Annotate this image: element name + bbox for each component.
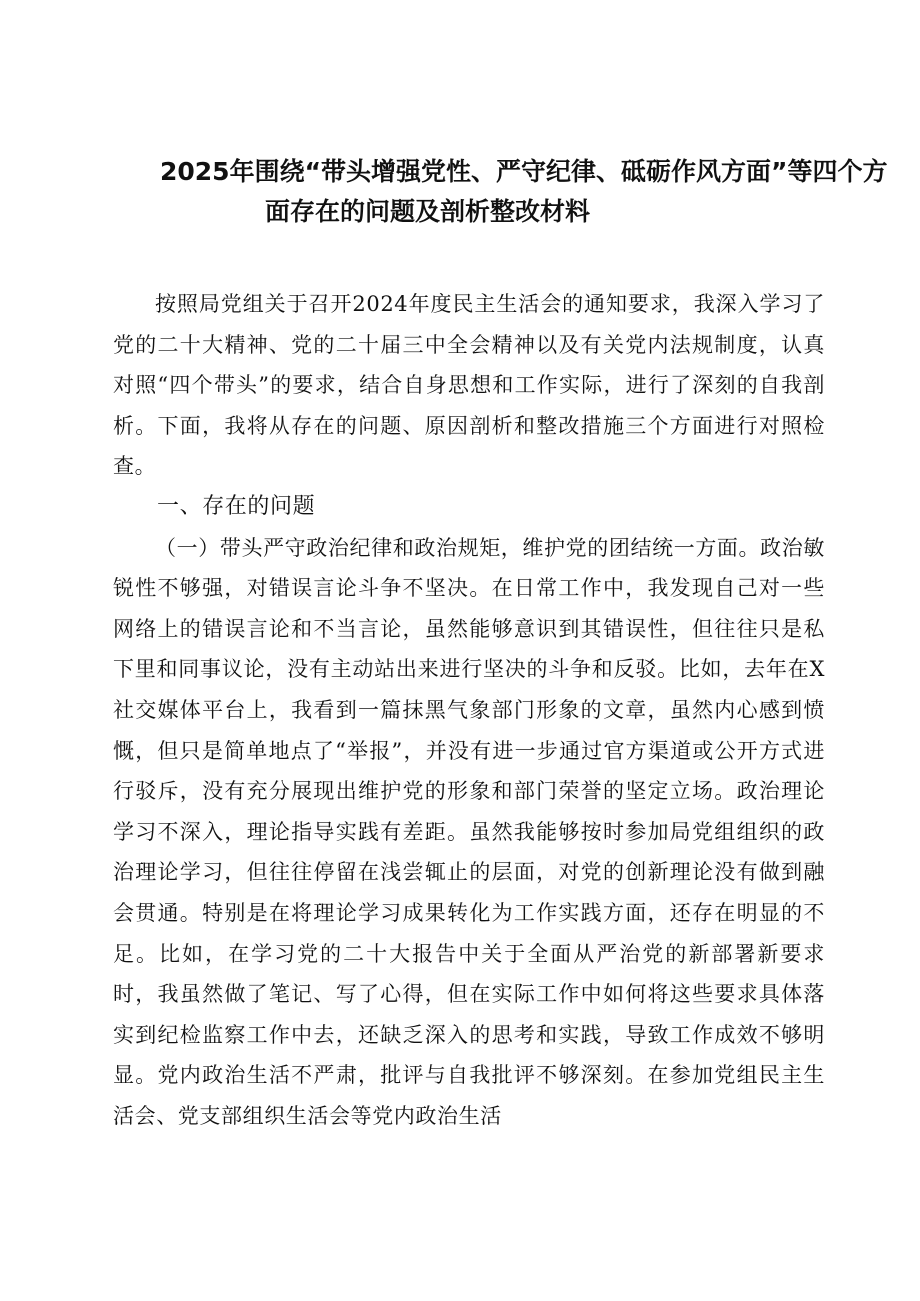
- title-line-1: 2025年围绕“带头增强党性、严守纪律、砥砺作风方面”等四个方: [160, 157, 888, 186]
- intro-paragraph: 按照局党组关于召开2024年度民主生活会的通知要求，我深入学习了党的二十大精神、党的二十届三中全会精神以及有关党内法规制度，认真对照“四个带头”的要求，结合自身思想和工作实际，进行了深刻的自我剖析。下面，我将从存在的问题、原因剖析和整改措施三个方面进行对照检查。: [113, 292, 825, 479]
- document-title: [160, 152, 888, 232]
- section-paragraph: （一）带头严守政治纪律和政治规矩，维护党的团结统一方面。政治敏锐性不够强，对错误言论斗争不坚决。在日常工作中，我发现自己对一些网络上的错误言论和不当言论，虽然能够意识到其错误性，但往往只是私下里和同事议论，没有主动站出来进行坚决的斗争和反驳。比如，去年在X社交媒体平台上，我看到一篇抹黑气象部门形象的文章，虽然内心感到愤慨，但只是简单地点了“举报”，并没有进一步通过官方渠道或公开方式进行驳斥，没有充分展现出维护党的形象和部门荣誉的坚定立场。政治理论学习不深入，理论指导实践有差距。虽然我能够按时参加局党组组织的政治理论学习，但往往停留在浅尝辄止的层面，对党的创新理论没有做到融会贯通。特别是在将理论学习成果转化为工作实践方面，还存在明显的不足。比如，在学习党的二十大报告中关于全面从严治党的新部署新要求时，我虽然做了笔记、写了心得，但在实际工作中如何将这些要求具体落实到纪检监察工作中去，还缺乏深入的思考和实践，导致工作成效不够明显。党内政治生活不严肃，批评与自我批评不够深刻。在参加党组民主生活会、党支部组织生活会等党内政治生活: [113, 535, 825, 1128]
- section-heading: 一、存在的问题: [157, 493, 316, 519]
- title-line-2: 面存在的问题及剖析整改材料: [265, 197, 591, 226]
- document-body: [113, 284, 825, 1136]
